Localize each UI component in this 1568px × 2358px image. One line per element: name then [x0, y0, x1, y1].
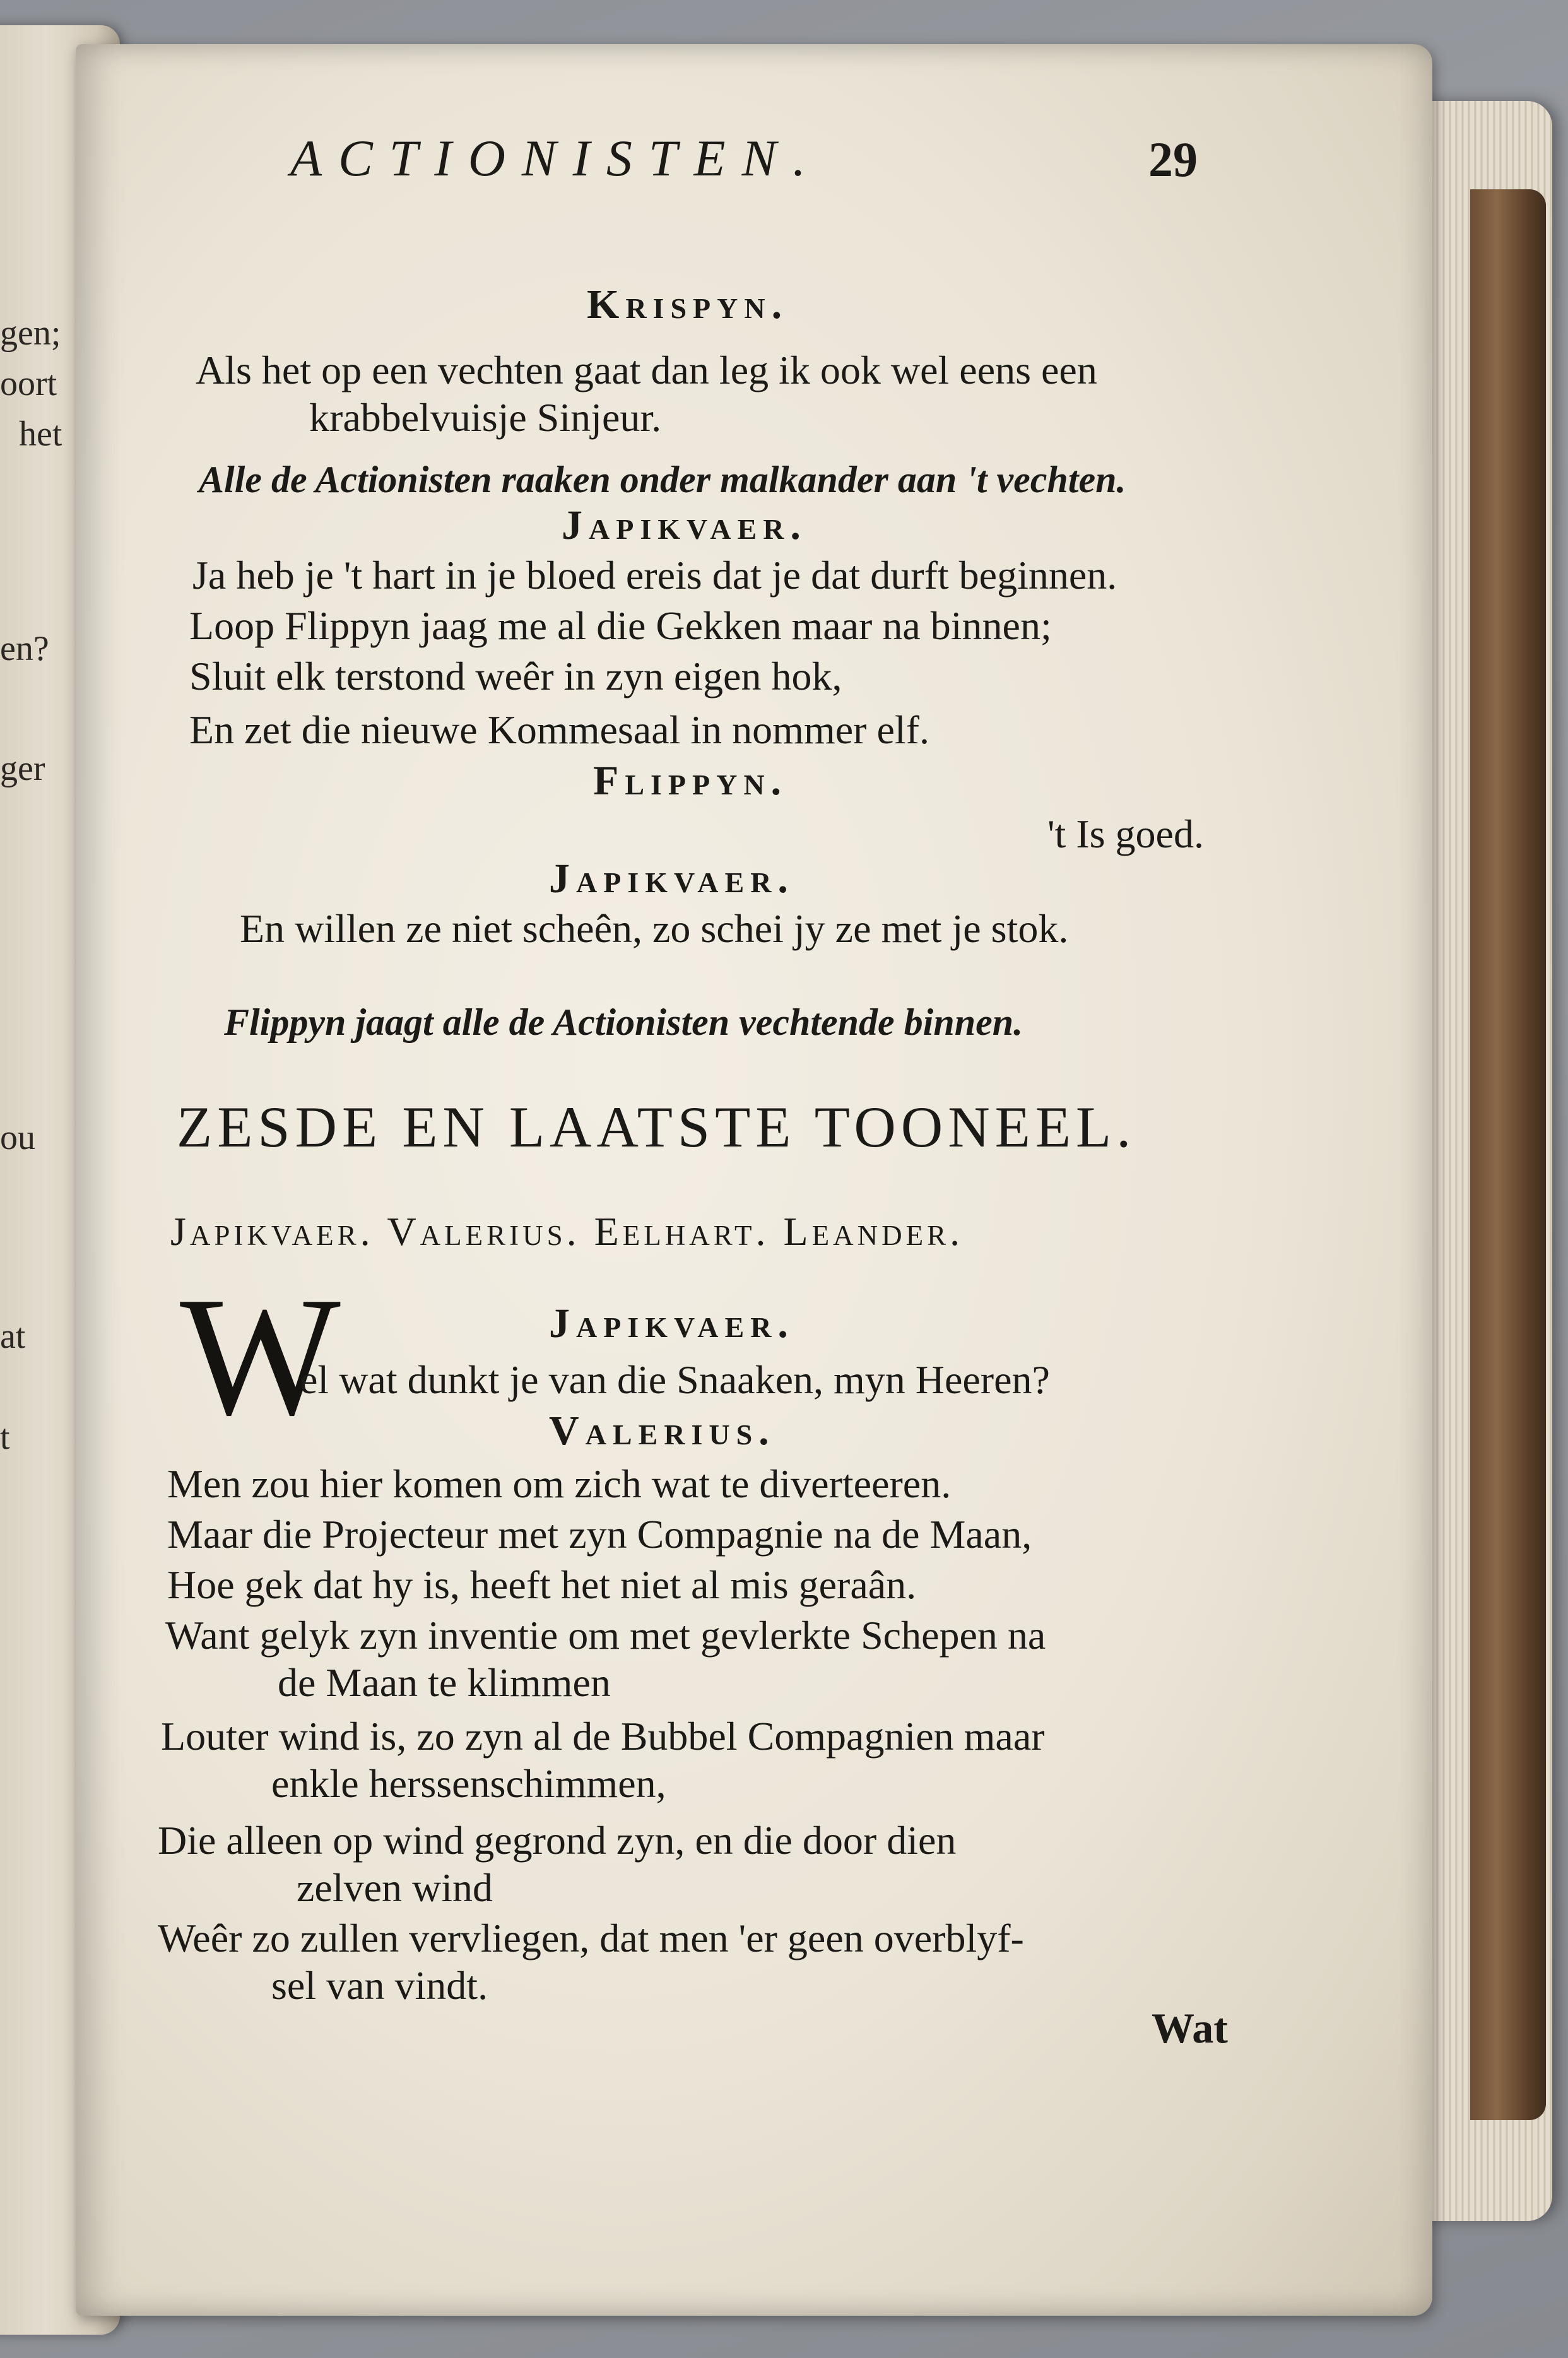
verse-line: Want gelyk zyn inventie om met gevlerkte Schepen na [165, 1613, 1046, 1658]
left-page-fragment: gen; [0, 314, 61, 353]
verse-line: Weêr zo zullen vervliegen, dat men 'er geen overblyf- [158, 1916, 1024, 1960]
cast-list: Japikvaer. Valerius. Eelhart. Leander. [170, 1209, 964, 1254]
verse-line: Men zou hier komen om zich wat te diverteeren. [167, 1461, 952, 1506]
verse-line: En willen ze niet scheên, zo schei jy ze met je stok. [240, 906, 1069, 951]
speaker-name: Krispyn. [587, 281, 789, 327]
verse-line: Ja heb je 't hart in je bloed ereis dat je dat durft beginnen. [192, 553, 1117, 598]
verse-line: de Maan te klimmen [278, 1660, 611, 1705]
left-page-fragment: at [0, 1317, 26, 1356]
left-page-fragment: oort [0, 364, 57, 403]
verse-line: Als het op een vechten gaat dan leg ik ook wel eens een [196, 348, 1097, 392]
left-page-fragment: het [19, 415, 62, 454]
verse-line: krabbelvuisje Sinjeur. [309, 395, 662, 440]
catchword: Wat [1152, 2004, 1228, 2052]
speaker-name: Japikvaer. [562, 502, 807, 548]
stage-direction: Flippyn jaagt alle de Actionisten vechtende binnen. [224, 1001, 1023, 1043]
drop-cap: W [180, 1262, 341, 1451]
speaker-name: Japikvaer. [549, 856, 794, 902]
left-page-fragment: en? [0, 629, 49, 668]
verse-line: Hoe gek dat hy is, heeft het niet al mis geraân. [167, 1562, 917, 1607]
book-cover-spine [1470, 189, 1546, 2120]
verse-line: zelven wind [297, 1865, 493, 1910]
verse-line: 't Is goed. [1047, 811, 1204, 856]
scene-title: ZESDE EN LAATSTE TOONEEL. [177, 1095, 1136, 1159]
speaker-name: Valerius. [549, 1408, 775, 1454]
verse-line: Louter wind is, zo zyn al de Bubbel Compagnien maar [161, 1714, 1045, 1759]
verse-line: Loop Flippyn jaag me al die Gekken maar na binnen; [189, 603, 1052, 648]
verse-line: el wat dunkt je van die Snaaken, myn Heeren? [300, 1357, 1050, 1402]
verse-line: Maar die Projecteur met zyn Compagnie na de Maan, [167, 1512, 1032, 1557]
verse-line: Sluit elk terstond weêr in zyn eigen hok, [189, 654, 842, 699]
left-page-fragment: t [0, 1418, 10, 1457]
running-head: ACTIONISTEN. [290, 129, 822, 187]
verse-line: enkle herssenschimmen, [271, 1761, 666, 1806]
left-page-fragment: ger [0, 749, 45, 788]
speaker-name: Japikvaer. [549, 1300, 794, 1347]
stage-direction: Alle de Actionisten raaken onder malkander aan 't vechten. [199, 459, 1126, 500]
left-page-fragment: ou [0, 1118, 35, 1157]
verse-line: sel van vindt. [271, 1963, 488, 2008]
speaker-name: Flippyn. [593, 758, 788, 804]
verse-line: Die alleen op wind gegrond zyn, en die door dien [158, 1818, 957, 1863]
verse-line: En zet die nieuwe Kommesaal in nommer elf. [189, 707, 929, 752]
page-number: 29 [1148, 132, 1198, 187]
